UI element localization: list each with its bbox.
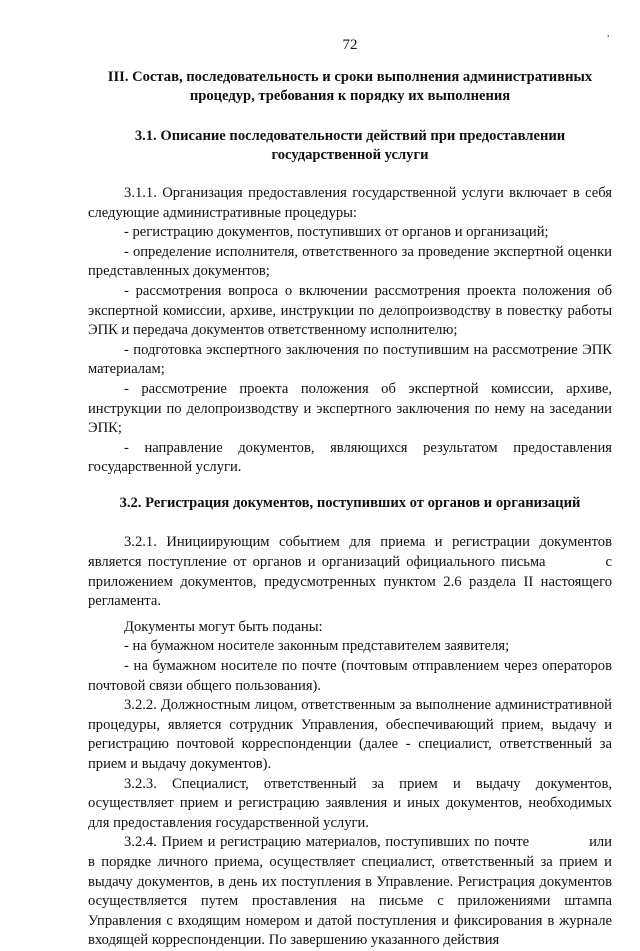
list-item: - на бумажном носителе по почте (почтовым отправлением через операторов почтовой связи общего пользования). [88,658,612,694]
paragraph-3-2-4-end: или в порядке личного приема, осуществляет специалист, ответственный за прием и выдачу документов, в день их поступления в Управление. Регистрация документов осуществляется путем проставления на письме с приложениями штампа Управления с входящим номером и датой поступления и фиксирования в журнале входящей корреспонденции. По завершению указанного действия [88,834,612,949]
submission-list [88,637,612,696]
list-item: - на бумажном носителе законным представителем заявителя; [124,638,510,655]
list-item: - подготовка экспертного заключения по поступившим на рассмотрение ЭПК материалам; [88,341,612,378]
procedure-list [88,223,612,478]
list-item: - рассмотрение проекта положения об экспертной комиссии, архиве, инструкции по делопроизводству и экспертного заключения по нему на заседании ЭПК; [88,380,612,437]
corner-mark: ʼ [606,33,610,45]
list-item: - направление документов, являющихся результатом предоставления государственной услуги. [88,439,612,476]
paragraph-3-2-2: 3.2.2. Должностным лицом, ответственным за выполнение административной процедуры, является сотрудник Управления, обеспечивающий прием, выдачу и регистрацию почтовой корреспонденции (далее - специалист, ответственный за прием и выдачу документов). [88,697,612,772]
subsection-2-title: 3.2. Регистрация документов, поступивших от органов и организаций [119,494,581,511]
list-item: - определение исполнителя, ответственного за проведение экспертной оценки представленных документов; [88,243,612,280]
paragraph-3-2-1-end: с приложением документов, предусмотренных пунктом 2.6 раздела II настоящего регламента. [88,554,612,610]
paragraph-3-2-4 [88,833,612,951]
documents-intro: Документы могут быть поданы: [124,618,323,635]
paragraph-3-2-1 [88,533,612,611]
subsection-1-title: 3.1. Описание последовательности действий при предоставлении государственной услуги [134,127,566,164]
page-number: 72 [342,37,358,53]
paragraph-3-2-3: 3.2.3. Специалист, ответственный за прием и выдачу документов, осуществляет прием и регистрацию заявления и иных документов, необходимых для предоставления государственной услуги. [88,775,612,831]
paragraph-3-2-1-start: 3.2.1. Инициирующим событием для приема и регистрации документов является поступление от органов и организаций официального письма [88,534,612,571]
list-item: - рассмотрения вопроса о включении рассмотрения проекта положения об экспертной комиссии, архиве, инструкции по делопроизводству в повестку работы ЭПК и передача документов ответственному исполнителю; [88,282,612,339]
section-title: III. Состав, последовательность и сроки выполнения административных процедур, требования к порядку их выполнения [107,68,593,105]
list-item: - регистрацию документов, поступивших от органов и организаций; [124,224,549,241]
paragraph-3-2-4-start: 3.2.4. Прием и регистрацию материалов, поступивших по почте [124,834,530,851]
paragraph-3-1-1: 3.1.1. Организация предоставления государственной услуги включает в себя следующие административные процедуры: [88,184,612,221]
